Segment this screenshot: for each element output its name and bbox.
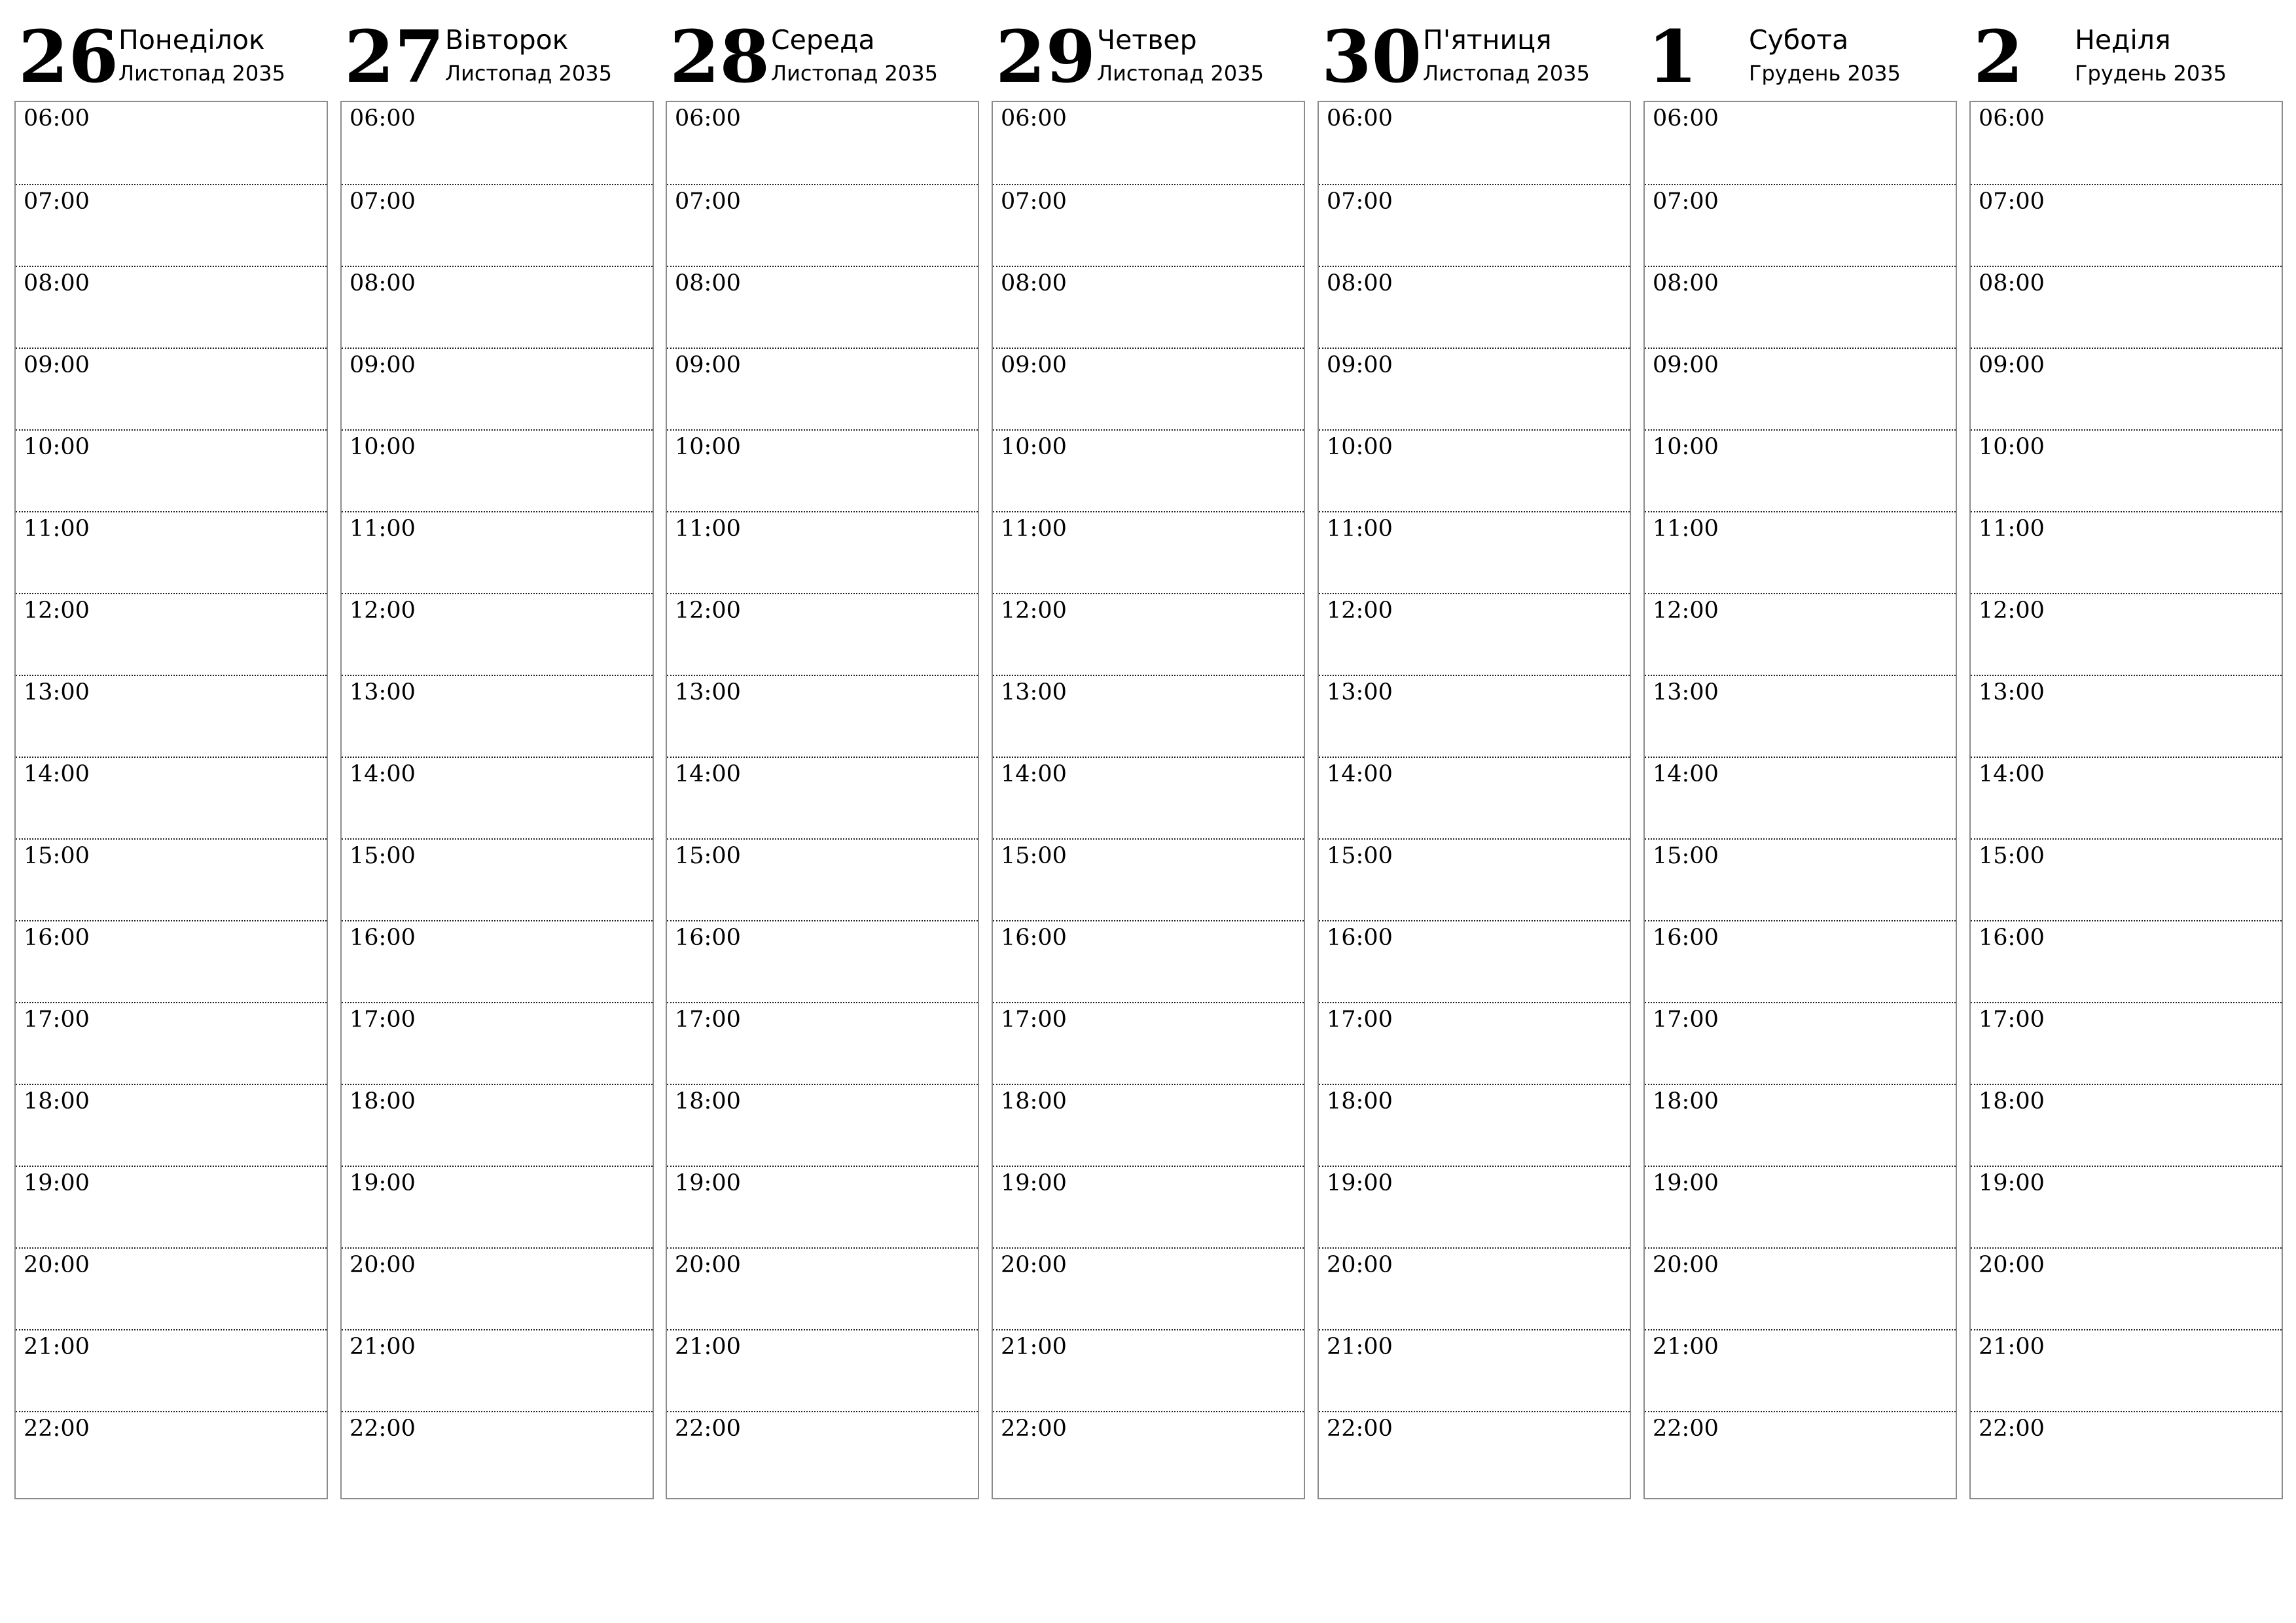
time-label: 14:00	[350, 761, 416, 787]
time-label: 11:00	[1327, 516, 1393, 542]
time-label: 13:00	[1979, 679, 2045, 705]
time-slot[interactable]	[1645, 1084, 1956, 1166]
weekday-name: Четвер	[1097, 24, 1197, 56]
time-slot[interactable]	[1319, 675, 1630, 757]
time-label: 10:00	[1001, 434, 1067, 460]
time-label: 12:00	[350, 597, 416, 624]
time-label: 21:00	[1979, 1334, 2045, 1360]
time-slot[interactable]	[993, 1084, 1304, 1166]
time-label: 08:00	[1001, 270, 1067, 296]
time-slot[interactable]	[667, 920, 978, 1002]
time-label: 16:00	[1653, 925, 1719, 951]
time-slot[interactable]	[993, 593, 1304, 675]
day-column	[1318, 0, 1631, 1505]
time-label: 22:00	[1653, 1416, 1719, 1442]
time-label: 16:00	[1979, 925, 2045, 951]
time-slot[interactable]	[16, 920, 327, 1002]
day-column	[1643, 0, 1957, 1505]
time-slot[interactable]	[1645, 511, 1956, 593]
time-label: 16:00	[1327, 925, 1393, 951]
time-slot[interactable]	[993, 429, 1304, 511]
time-slot[interactable]	[667, 1002, 978, 1084]
time-label: 22:00	[675, 1416, 741, 1442]
schedule-box	[666, 101, 979, 1499]
time-label: 15:00	[1979, 843, 2045, 869]
time-slot[interactable]	[1319, 757, 1630, 838]
time-slot[interactable]	[1645, 920, 1956, 1002]
time-label: 10:00	[1653, 434, 1719, 460]
time-slot[interactable]	[342, 1329, 653, 1411]
time-slot[interactable]	[993, 1002, 1304, 1084]
day-number: 2	[1973, 14, 2024, 99]
time-label: 09:00	[1979, 352, 2045, 378]
time-slot[interactable]	[993, 102, 1304, 184]
time-slot[interactable]	[1971, 429, 2282, 511]
time-label: 09:00	[675, 352, 741, 378]
time-slot[interactable]	[342, 1411, 653, 1493]
time-slot[interactable]	[1319, 266, 1630, 348]
time-slot[interactable]	[1319, 920, 1630, 1002]
time-slot[interactable]	[1645, 266, 1956, 348]
day-number: 28	[670, 14, 770, 99]
time-label: 11:00	[24, 516, 90, 542]
time-label: 15:00	[350, 843, 416, 869]
time-slot[interactable]	[1971, 920, 2282, 1002]
time-label: 15:00	[24, 843, 90, 869]
day-number: 26	[18, 14, 119, 99]
time-label: 14:00	[1327, 761, 1393, 787]
time-slot[interactable]	[667, 429, 978, 511]
time-slot[interactable]	[16, 1247, 327, 1329]
time-slot[interactable]	[342, 675, 653, 757]
time-slot[interactable]	[1645, 1002, 1956, 1084]
time-slot[interactable]	[342, 1247, 653, 1329]
time-slot[interactable]	[1319, 1329, 1630, 1411]
time-label: 17:00	[1979, 1007, 2045, 1033]
time-slot[interactable]	[1319, 511, 1630, 593]
time-slot[interactable]	[1645, 1411, 1956, 1493]
time-slot[interactable]	[1319, 348, 1630, 429]
month-year-label: Листопад 2035	[1423, 61, 1590, 86]
time-label: 06:00	[24, 105, 90, 132]
time-label: 08:00	[675, 270, 741, 296]
time-slot[interactable]	[16, 266, 327, 348]
month-year-label: Листопад 2035	[1097, 61, 1264, 86]
time-slot[interactable]	[993, 675, 1304, 757]
time-slot[interactable]	[1971, 1329, 2282, 1411]
day-column	[14, 0, 328, 1505]
schedule-box	[992, 101, 1305, 1499]
time-label: 21:00	[1001, 1334, 1067, 1360]
time-slot[interactable]	[342, 429, 653, 511]
time-slot[interactable]	[667, 348, 978, 429]
time-slot[interactable]	[667, 1411, 978, 1493]
time-slot[interactable]	[993, 1166, 1304, 1247]
time-slot[interactable]	[1645, 593, 1956, 675]
time-slot[interactable]	[993, 1247, 1304, 1329]
day-number: 30	[1321, 14, 1422, 99]
time-label: 10:00	[1327, 434, 1393, 460]
time-label: 14:00	[1653, 761, 1719, 787]
time-slot[interactable]	[16, 757, 327, 838]
time-slot[interactable]	[342, 593, 653, 675]
time-slot[interactable]	[1319, 1411, 1630, 1493]
time-label: 09:00	[350, 352, 416, 378]
time-slot[interactable]	[993, 920, 1304, 1002]
time-label: 06:00	[675, 105, 741, 132]
weekday-name: Середа	[771, 24, 875, 56]
time-label: 22:00	[1327, 1416, 1393, 1442]
time-label: 10:00	[24, 434, 90, 460]
time-label: 07:00	[24, 188, 90, 215]
time-slot[interactable]	[1319, 102, 1630, 184]
time-label: 15:00	[675, 843, 741, 869]
time-label: 21:00	[1327, 1334, 1393, 1360]
time-label: 07:00	[1327, 188, 1393, 215]
time-label: 16:00	[350, 925, 416, 951]
time-slot[interactable]	[16, 348, 327, 429]
time-slot[interactable]	[342, 838, 653, 920]
weekday-name: П'ятниця	[1423, 24, 1552, 56]
time-label: 09:00	[1001, 352, 1067, 378]
time-slot[interactable]	[1971, 1084, 2282, 1166]
time-label: 06:00	[350, 105, 416, 132]
time-slot[interactable]	[16, 593, 327, 675]
time-label: 19:00	[1653, 1170, 1719, 1196]
time-slot[interactable]	[1971, 1411, 2282, 1493]
time-label: 07:00	[350, 188, 416, 215]
time-label: 20:00	[24, 1252, 90, 1278]
time-label: 12:00	[1979, 597, 2045, 624]
time-label: 21:00	[350, 1334, 416, 1360]
time-label: 17:00	[1653, 1007, 1719, 1033]
time-label: 19:00	[350, 1170, 416, 1196]
time-label: 15:00	[1653, 843, 1719, 869]
time-slot[interactable]	[1645, 1329, 1956, 1411]
schedule-box	[340, 101, 654, 1499]
time-slot[interactable]	[667, 675, 978, 757]
time-slot[interactable]	[1319, 1002, 1630, 1084]
time-label: 22:00	[1979, 1416, 2045, 1442]
day-column	[992, 0, 1305, 1505]
time-label: 22:00	[350, 1416, 416, 1442]
time-label: 10:00	[350, 434, 416, 460]
weekday-name: Субота	[1749, 24, 1849, 56]
time-label: 11:00	[1001, 516, 1067, 542]
time-label: 08:00	[1979, 270, 2045, 296]
time-label: 07:00	[1979, 188, 2045, 215]
time-slot[interactable]	[1645, 429, 1956, 511]
time-slot[interactable]	[1971, 593, 2282, 675]
time-label: 11:00	[1979, 516, 2045, 542]
time-slot[interactable]	[1319, 838, 1630, 920]
time-slot[interactable]	[993, 1411, 1304, 1493]
time-slot[interactable]	[1971, 1166, 2282, 1247]
time-label: 21:00	[24, 1334, 90, 1360]
time-label: 13:00	[24, 679, 90, 705]
time-label: 20:00	[675, 1252, 741, 1278]
time-label: 13:00	[675, 679, 741, 705]
time-label: 22:00	[1001, 1416, 1067, 1442]
time-slot[interactable]	[1971, 757, 2282, 838]
time-slot[interactable]	[342, 184, 653, 266]
time-slot[interactable]	[993, 184, 1304, 266]
time-label: 20:00	[1979, 1252, 2045, 1278]
schedule-box	[1318, 101, 1631, 1499]
time-label: 14:00	[1001, 761, 1067, 787]
time-label: 20:00	[1001, 1252, 1067, 1278]
time-slot[interactable]	[667, 266, 978, 348]
time-label: 12:00	[24, 597, 90, 624]
time-slot[interactable]	[1645, 102, 1956, 184]
day-column	[1969, 0, 2283, 1505]
time-label: 21:00	[1653, 1334, 1719, 1360]
time-slot[interactable]	[1971, 675, 2282, 757]
time-label: 06:00	[1327, 105, 1393, 132]
time-slot[interactable]	[342, 1002, 653, 1084]
time-slot[interactable]	[16, 184, 327, 266]
time-slot[interactable]	[667, 511, 978, 593]
time-slot[interactable]	[1971, 511, 2282, 593]
time-slot[interactable]	[16, 1002, 327, 1084]
time-label: 20:00	[350, 1252, 416, 1278]
time-label: 15:00	[1327, 843, 1393, 869]
time-label: 17:00	[1327, 1007, 1393, 1033]
time-label: 16:00	[1001, 925, 1067, 951]
time-label: 13:00	[1653, 679, 1719, 705]
time-slot[interactable]	[667, 1329, 978, 1411]
time-slot[interactable]	[16, 102, 327, 184]
time-label: 13:00	[350, 679, 416, 705]
time-slot[interactable]	[667, 593, 978, 675]
schedule-box	[14, 101, 328, 1499]
time-label: 11:00	[1653, 516, 1719, 542]
time-slot[interactable]	[667, 102, 978, 184]
day-number: 29	[996, 14, 1096, 99]
time-label: 06:00	[1001, 105, 1067, 132]
time-label: 16:00	[24, 925, 90, 951]
time-label: 18:00	[24, 1088, 90, 1115]
time-label: 08:00	[1327, 270, 1393, 296]
time-label: 11:00	[675, 516, 741, 542]
time-label: 14:00	[24, 761, 90, 787]
time-slot[interactable]	[1319, 184, 1630, 266]
time-label: 19:00	[1001, 1170, 1067, 1196]
day-column	[666, 0, 979, 1505]
time-label: 17:00	[24, 1007, 90, 1033]
time-slot[interactable]	[1971, 348, 2282, 429]
time-slot[interactable]	[667, 838, 978, 920]
time-label: 14:00	[1979, 761, 2045, 787]
month-year-label: Грудень 2035	[1749, 61, 1901, 86]
time-slot[interactable]	[1971, 184, 2282, 266]
time-label: 15:00	[1001, 843, 1067, 869]
time-slot[interactable]	[1645, 184, 1956, 266]
time-slot[interactable]	[342, 348, 653, 429]
time-slot[interactable]	[1645, 675, 1956, 757]
time-label: 07:00	[1653, 188, 1719, 215]
time-slot[interactable]	[667, 1084, 978, 1166]
time-slot[interactable]	[342, 511, 653, 593]
time-label: 20:00	[1327, 1252, 1393, 1278]
time-slot[interactable]	[1645, 838, 1956, 920]
time-slot[interactable]	[1971, 1002, 2282, 1084]
time-label: 14:00	[675, 761, 741, 787]
month-year-label: Листопад 2035	[771, 61, 938, 86]
time-label: 10:00	[1979, 434, 2045, 460]
time-label: 19:00	[1327, 1170, 1393, 1196]
time-label: 19:00	[675, 1170, 741, 1196]
schedule-box	[1643, 101, 1957, 1499]
time-slot[interactable]	[993, 348, 1304, 429]
time-slot[interactable]	[1319, 429, 1630, 511]
time-label: 09:00	[1327, 352, 1393, 378]
time-slot[interactable]	[993, 757, 1304, 838]
time-label: 17:00	[1001, 1007, 1067, 1033]
time-slot[interactable]	[1645, 1166, 1956, 1247]
time-slot[interactable]	[1319, 593, 1630, 675]
time-label: 22:00	[24, 1416, 90, 1442]
time-slot[interactable]	[993, 511, 1304, 593]
time-label: 18:00	[1327, 1088, 1393, 1115]
time-label: 17:00	[675, 1007, 741, 1033]
time-slot[interactable]	[342, 1166, 653, 1247]
time-label: 20:00	[1653, 1252, 1719, 1278]
time-label: 18:00	[350, 1088, 416, 1115]
time-slot[interactable]	[1971, 838, 2282, 920]
time-slot[interactable]	[16, 1084, 327, 1166]
time-slot[interactable]	[993, 1329, 1304, 1411]
month-year-label: Листопад 2035	[118, 61, 285, 86]
time-slot[interactable]	[342, 266, 653, 348]
time-label: 12:00	[675, 597, 741, 624]
time-label: 18:00	[1653, 1088, 1719, 1115]
weekday-name: Вівторок	[445, 24, 569, 56]
time-label: 10:00	[675, 434, 741, 460]
time-slot[interactable]	[16, 675, 327, 757]
time-label: 17:00	[350, 1007, 416, 1033]
time-slot[interactable]	[993, 838, 1304, 920]
time-label: 13:00	[1327, 679, 1393, 705]
time-label: 12:00	[1327, 597, 1393, 624]
time-slot[interactable]	[1319, 1166, 1630, 1247]
time-slot[interactable]	[1645, 348, 1956, 429]
month-year-label: Грудень 2035	[2075, 61, 2227, 86]
day-column	[340, 0, 654, 1505]
time-label: 21:00	[675, 1334, 741, 1360]
schedule-box	[1969, 101, 2283, 1499]
time-label: 08:00	[1653, 270, 1719, 296]
time-label: 09:00	[24, 352, 90, 378]
month-year-label: Листопад 2035	[445, 61, 612, 86]
day-number: 27	[344, 14, 445, 99]
time-label: 07:00	[1001, 188, 1067, 215]
time-label: 18:00	[675, 1088, 741, 1115]
time-slot[interactable]	[667, 184, 978, 266]
time-slot[interactable]	[16, 1411, 327, 1493]
time-label: 12:00	[1653, 597, 1719, 624]
day-number: 1	[1647, 14, 1698, 99]
weekday-name: Понеділок	[118, 24, 265, 56]
time-label: 07:00	[675, 188, 741, 215]
time-slot[interactable]	[1319, 1247, 1630, 1329]
time-slot[interactable]	[342, 920, 653, 1002]
time-slot[interactable]	[342, 757, 653, 838]
time-slot[interactable]	[16, 1329, 327, 1411]
time-slot[interactable]	[16, 838, 327, 920]
time-label: 16:00	[675, 925, 741, 951]
time-label: 09:00	[1653, 352, 1719, 378]
time-label: 19:00	[24, 1170, 90, 1196]
time-label: 08:00	[350, 270, 416, 296]
time-slot[interactable]	[342, 1084, 653, 1166]
time-label: 06:00	[1653, 105, 1719, 132]
time-slot[interactable]	[993, 266, 1304, 348]
time-slot[interactable]	[16, 429, 327, 511]
time-slot[interactable]	[342, 102, 653, 184]
time-label: 08:00	[24, 270, 90, 296]
time-slot[interactable]	[1971, 266, 2282, 348]
time-slot[interactable]	[1971, 102, 2282, 184]
time-label: 13:00	[1001, 679, 1067, 705]
time-slot[interactable]	[1645, 757, 1956, 838]
time-slot[interactable]	[667, 1247, 978, 1329]
time-slot[interactable]	[1971, 1247, 2282, 1329]
time-label: 12:00	[1001, 597, 1067, 624]
time-slot[interactable]	[667, 757, 978, 838]
time-label: 11:00	[350, 516, 416, 542]
time-label: 06:00	[1979, 105, 2045, 132]
time-slot[interactable]	[16, 511, 327, 593]
time-slot[interactable]	[667, 1166, 978, 1247]
weekday-name: Неділя	[2075, 24, 2171, 56]
time-slot[interactable]	[1319, 1084, 1630, 1166]
time-slot[interactable]	[16, 1166, 327, 1247]
time-slot[interactable]	[1645, 1247, 1956, 1329]
time-label: 19:00	[1979, 1170, 2045, 1196]
time-label: 18:00	[1001, 1088, 1067, 1115]
time-label: 18:00	[1979, 1088, 2045, 1115]
